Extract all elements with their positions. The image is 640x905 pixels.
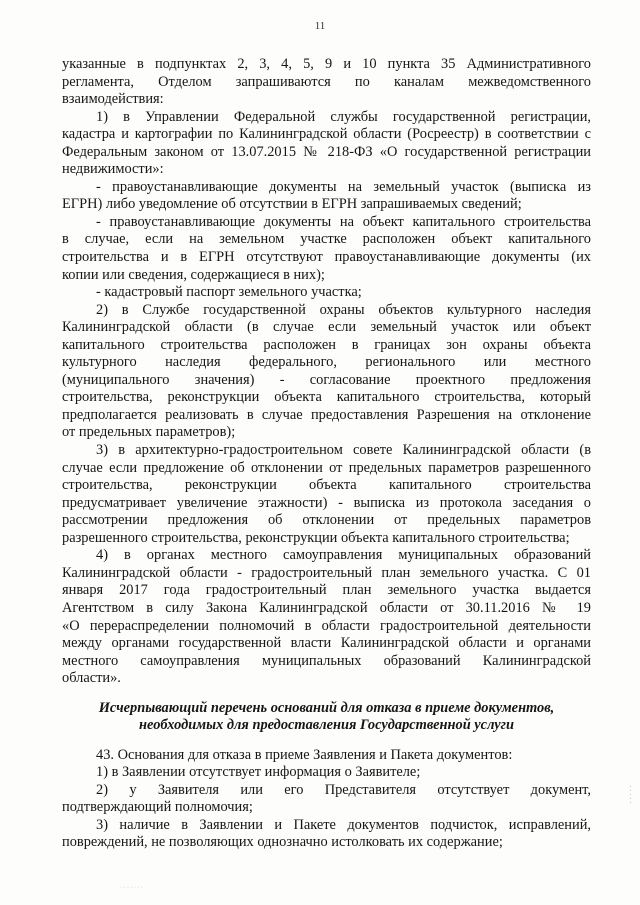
text-line: Калининградской области (в случае если земельный участок или объект — [62, 319, 591, 336]
text-line: 3) наличие в Заявлении и Пакете документов подчисток, исправлений, — [96, 816, 591, 833]
text-line: строительства, реконструкции объекта капитального строительства, который — [62, 389, 591, 406]
paragraph — [62, 56, 591, 109]
section-heading — [62, 700, 591, 735]
paragraph — [62, 547, 591, 687]
bottom-scan-mark: · · · · · · · — [120, 885, 143, 891]
heading-line: Исчерпывающий перечень оснований для отказа в приеме документов, — [98, 699, 555, 716]
text-line: - кадастровый паспорт земельного участка; — [96, 284, 362, 301]
text-line: кадастра и картографии по Калининградской области (Росреестр) в соответствии с — [62, 126, 591, 143]
paragraph — [62, 782, 591, 817]
paragraphs-before-heading — [62, 56, 591, 688]
margin-scan-mark: · · · · · — [626, 785, 634, 804]
text-line: капитального строительства расположен в границах зон охраны объекта — [62, 336, 591, 353]
text-line: от предельных параметров); — [62, 424, 236, 441]
text-line: местного самоуправления муниципальных образований Калининградской — [62, 652, 591, 669]
text-line: 1) в Заявлении отсутствует информация о Заявителе; — [96, 764, 421, 781]
text-line: указанные в подпунктах 2, 3, 4, 5, 9 и 10 пункта 35 Административного — [62, 56, 591, 72]
text-line: Федеральным законом от 13.07.2015 № 218-ФЗ «О государственной регистрации — [62, 143, 591, 160]
text-line: предполагается реализовать в случае предоставления Разрешения на отклонение — [62, 406, 591, 423]
paragraph — [62, 214, 591, 284]
text-line: недвижимости»: — [62, 161, 164, 178]
text-line: 2) в Службе государственной охраны объектов культурного наследия — [96, 301, 591, 318]
text-line: 3) в архитектурно-градостроительном совете Калининградской области (в — [96, 442, 591, 459]
text-line: Калининградской области - градостроительный план земельного участка. С 01 — [62, 564, 591, 581]
text-line: 43. Основания для отказа в приеме Заявления и Пакета документов: — [96, 746, 513, 763]
page-number: 11 — [314, 20, 326, 32]
text-line: предусматривает увеличение этажности) - выписка из протокола заседания о — [62, 494, 591, 511]
paragraph — [62, 284, 591, 302]
text-line: рассмотрении предложения об отклонении от предельных параметров — [62, 512, 591, 529]
text-line: строительства, реконструкции объекта капитального строительства — [62, 477, 591, 494]
text-line: случае если предложение об отклонении от предельных параметров разрешенного — [62, 459, 591, 476]
text-line: между органами государственной власти Калининградской области и органами — [62, 635, 591, 652]
text-line: - правоустанавливающие документы на объект капитального строительства — [96, 213, 591, 230]
paragraph — [62, 817, 591, 852]
paragraph — [62, 179, 591, 214]
paragraph — [62, 747, 591, 765]
text-line: разрешенного строительства, реконструкции объекта капитального строительства; — [62, 529, 570, 546]
text-line: копии или сведения, содержащиеся в них); — [62, 266, 325, 283]
heading-line: необходимых для предоставления Государственной услуги — [139, 717, 514, 734]
paragraph — [62, 442, 591, 547]
document-body — [62, 56, 591, 852]
text-line: Агентством в силу Закона Калининградской области от 30.11.2016 № 19 — [62, 599, 591, 616]
paragraph — [62, 109, 591, 179]
text-line: 4) в органах местного самоуправления муниципальных образований — [96, 547, 591, 564]
paragraph — [62, 302, 591, 442]
paragraph — [62, 764, 591, 782]
text-line: повреждений, не позволяющих однозначно истолковать их содержание; — [62, 834, 503, 851]
text-line: регламента, Отделом запрашиваются по каналам межведомственного — [62, 73, 591, 90]
text-line: строительства и в ЕГРН отсутствуют правоустанавливающие документы (их — [62, 249, 591, 266]
paragraphs-after-heading — [62, 747, 591, 852]
text-line: в случае, если на земельном участке расположен объект капитального — [62, 231, 591, 248]
text-line: 2) у Заявителя или его Представителя отсутствует документ, — [96, 781, 591, 798]
text-line: - правоустанавливающие документы на земельный участок (выписка из — [96, 178, 591, 195]
text-line: культурного наследия федерального, регионального или местного — [62, 354, 591, 371]
text-line: (муниципального значения) - согласование проектного предложения — [62, 371, 591, 388]
text-line: подтверждающий полномочия; — [62, 799, 253, 816]
text-line: взаимодействия: — [62, 91, 164, 108]
text-line: января 2017 года градостроительный план земельного участка выдается — [62, 582, 591, 599]
text-line: «О перераспределении полномочий в области градостроительной деятельности — [62, 617, 591, 634]
text-line: 1) в Управлении Федеральной службы государственной регистрации, — [96, 108, 591, 125]
text-line: ЕГРН) либо уведомление об отсутствии в ЕГРН запрашиваемых сведений; — [62, 196, 522, 213]
text-line: области». — [62, 670, 121, 687]
